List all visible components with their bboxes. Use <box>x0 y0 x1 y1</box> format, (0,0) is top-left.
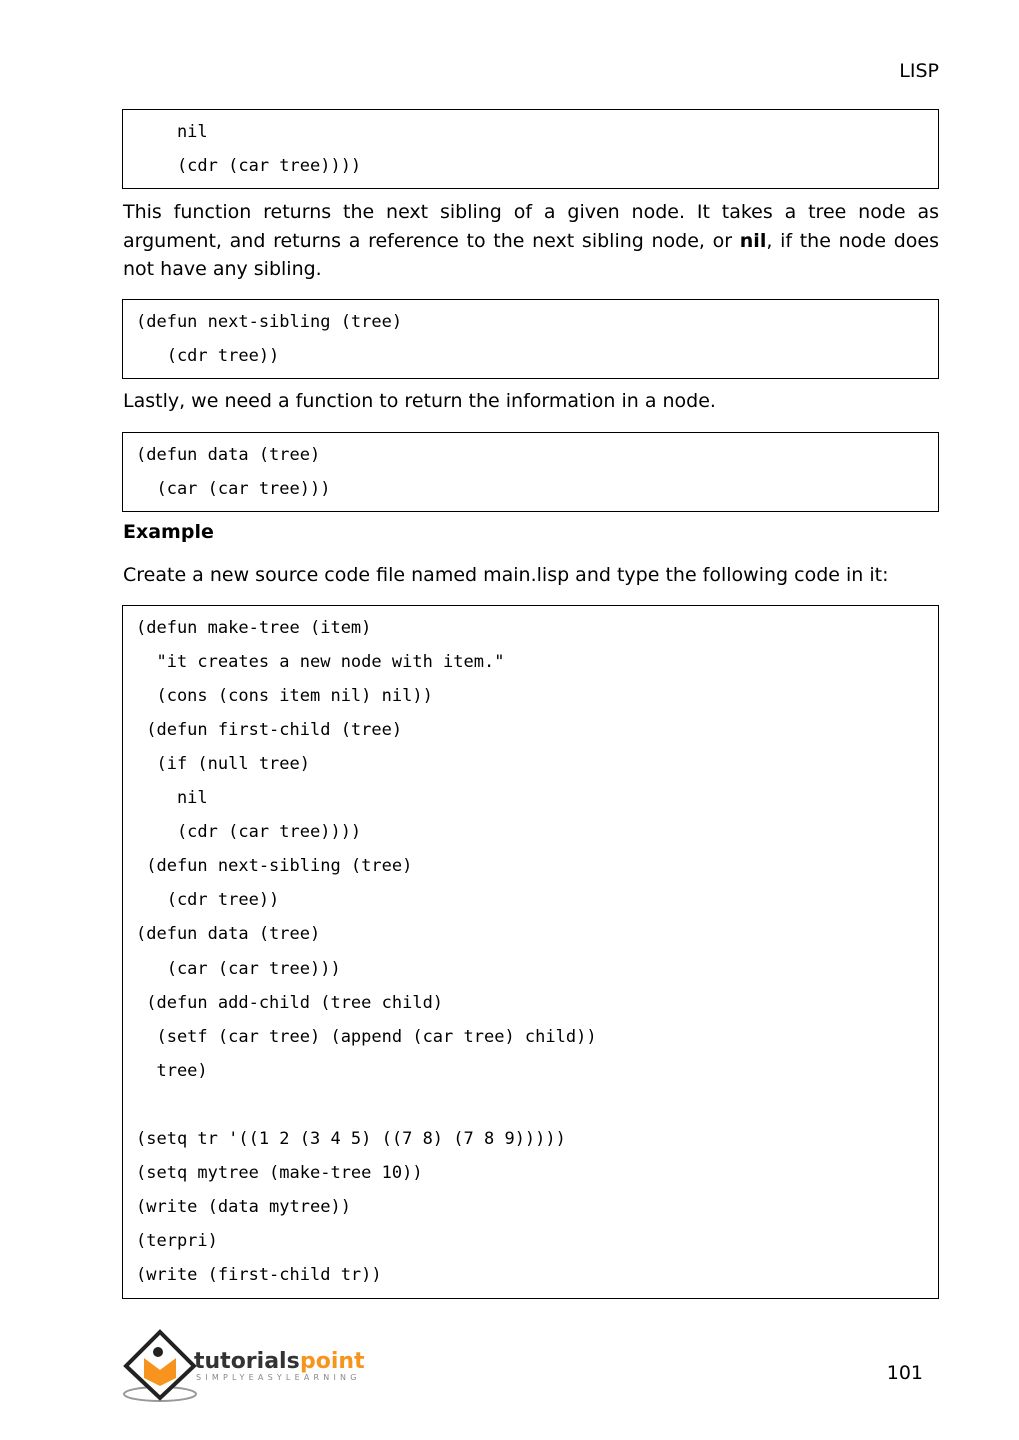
bold-nil: nil <box>739 229 767 252</box>
code-line: (setq tr '((1 2 (3 4 5) ((7 8) (7 8 9))))) <box>136 1128 566 1149</box>
code-block-1 <box>122 109 939 189</box>
code-block-3 <box>122 432 939 512</box>
code-line: (cdr tree)) <box>136 890 280 911</box>
code-line: (defun next-sibling (tree) <box>136 312 403 332</box>
code-line: nil <box>136 788 208 809</box>
code-line: (defun first-child (tree) <box>136 720 403 741</box>
code-line: tree) <box>136 1060 208 1081</box>
code-line: (write (data mytree)) <box>136 1196 351 1217</box>
paragraph-data: Lastly, we need a function to return the information in a node. <box>123 390 716 412</box>
logo-text-main: tutorials <box>194 1349 300 1374</box>
tutorialspoint-logo <box>122 1328 372 1403</box>
code-line: (defun next-sibling (tree) <box>136 856 413 877</box>
code-line: (if (null tree) <box>136 754 310 775</box>
code-line: (write (first-child tr)) <box>136 1264 382 1285</box>
code-line: (defun add-child (tree child) <box>136 992 444 1013</box>
code-line: (setq mytree (make-tree 10)) <box>136 1162 423 1183</box>
code-line: "it creates a new node with item." <box>136 652 505 673</box>
section-heading: Example <box>123 521 214 543</box>
logo-head-icon <box>153 1347 163 1357</box>
code-line: (defun data (tree) <box>136 924 321 945</box>
code-line: (cdr (car tree)))) <box>136 822 362 843</box>
code-block-2 <box>122 299 939 379</box>
code-line: (cons (cons item nil) nil)) <box>136 686 433 707</box>
code-line: (defun make-tree (item) <box>136 618 372 638</box>
running-header: LISP <box>899 60 939 82</box>
logo-tagline: SIMPLYEASYLEARNING <box>196 1373 361 1382</box>
code-line: (setf (car tree) (append (car tree) child)) <box>136 1026 597 1047</box>
page-number: 101 <box>886 1362 923 1384</box>
code-line: (terpri) <box>136 1230 218 1251</box>
logo-text-accent: point <box>300 1349 365 1374</box>
code-line: (car (car tree))) <box>136 958 341 979</box>
code-line: (defun data (tree) <box>136 445 321 465</box>
code-line: (car (car tree))) <box>136 479 331 499</box>
code-line: nil <box>136 122 208 142</box>
paragraph-create-file: Create a new source code file named main.lisp and type the following code in it: <box>123 564 889 586</box>
code-line: (cdr tree)) <box>136 346 280 366</box>
paragraph-next-sibling: This function returns the next sibling of a given node. It takes a tree node as argument, and returns a reference to the next sibling node, or nil, if the node does not have any sibling. <box>123 201 939 280</box>
code-line: (cdr (car tree)))) <box>136 156 362 176</box>
code-block-example <box>122 605 939 1299</box>
